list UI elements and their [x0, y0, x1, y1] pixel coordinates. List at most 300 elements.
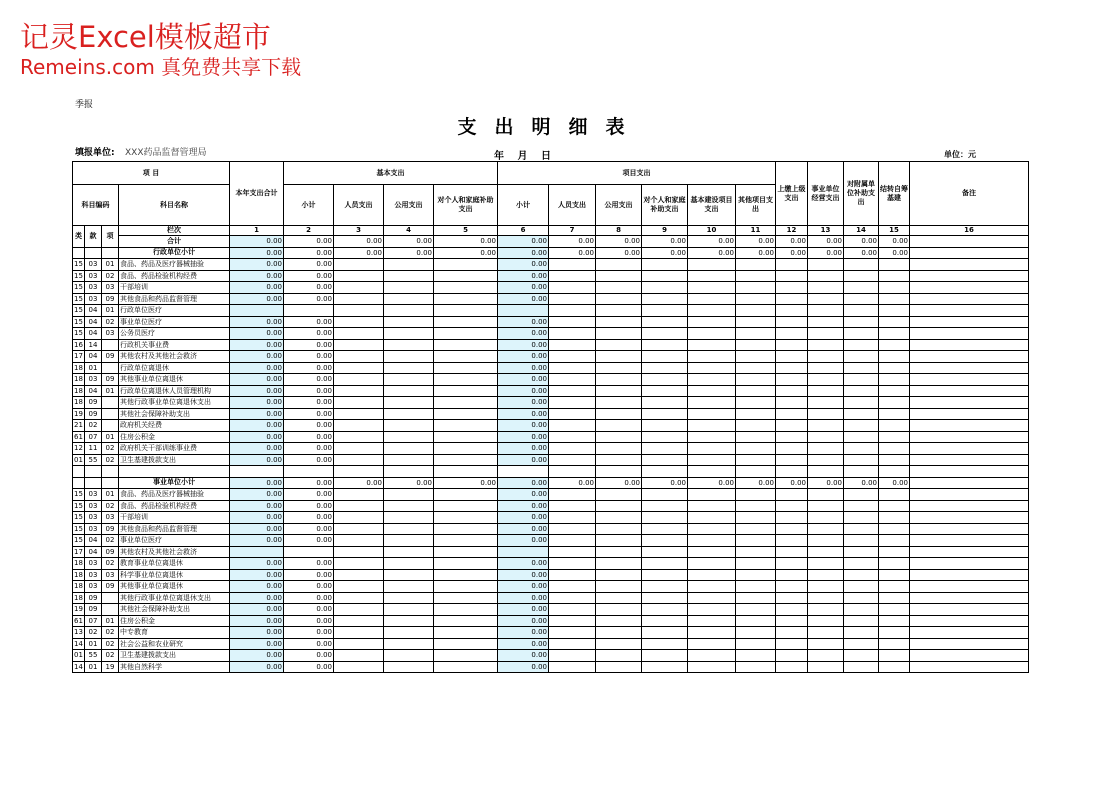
- row-value: [844, 443, 879, 455]
- header-sub: 其他项目支出: [736, 185, 776, 226]
- row-value: [736, 638, 776, 650]
- row-value: [596, 259, 642, 271]
- row-value: 0.00: [284, 374, 334, 386]
- row-subject-name: 其他事业单位离退休: [119, 581, 230, 593]
- row-value: [808, 581, 844, 593]
- row-value: [334, 270, 384, 282]
- row-value: 0.00: [498, 431, 549, 443]
- row-value: [808, 443, 844, 455]
- row-value: [384, 339, 434, 351]
- row-value: 0.00: [498, 523, 549, 535]
- row-value: [688, 397, 736, 409]
- row-value: 0.00: [230, 339, 284, 351]
- row-value: [844, 569, 879, 581]
- row-remark: [910, 408, 1029, 420]
- row-lei: 14: [74, 662, 83, 671]
- header-sub: 对个人和家庭补助支出: [642, 185, 688, 226]
- row-value: 0.00: [230, 627, 284, 639]
- row-lei: 13: [74, 628, 83, 637]
- table-row: [73, 397, 1029, 409]
- row-value: [688, 282, 736, 294]
- row-value: 0.00: [230, 443, 284, 455]
- row-value: [808, 569, 844, 581]
- row-value: [844, 615, 879, 627]
- row-value: [434, 546, 498, 558]
- subtotal-value: 0.00: [736, 477, 776, 489]
- row-value: [596, 650, 642, 662]
- row-value: [688, 638, 736, 650]
- row-xiang: 02: [102, 650, 119, 662]
- row-subject-name: 食品、药品及医疗器械抽验: [119, 259, 230, 271]
- row-value: [688, 592, 736, 604]
- row-value: [776, 259, 808, 271]
- row-value: [776, 592, 808, 604]
- row-value: [776, 420, 808, 432]
- row-value: [808, 627, 844, 639]
- header-sub: 小计: [284, 185, 334, 226]
- row-value: [736, 546, 776, 558]
- row-kuan: 04: [85, 535, 102, 547]
- row-kuan: 09: [85, 592, 102, 604]
- row-value: [596, 535, 642, 547]
- row-value: [776, 362, 808, 374]
- header-xiangmu: 项 目: [73, 162, 230, 185]
- row-value: [596, 339, 642, 351]
- row-value: [776, 615, 808, 627]
- row-value: 0.00: [284, 592, 334, 604]
- row-kuan: 09: [85, 604, 102, 616]
- subtotal-value: 0.00: [736, 247, 776, 259]
- row-value: [549, 259, 596, 271]
- row-value: [434, 535, 498, 547]
- row-value: 0.00: [498, 604, 549, 616]
- row-value: [384, 500, 434, 512]
- row-subject-name: 其他农村及其他社会救济: [119, 351, 230, 363]
- row-value: [334, 339, 384, 351]
- row-value: [596, 615, 642, 627]
- row-value: [384, 558, 434, 570]
- table-row: [73, 454, 1029, 466]
- row-value: [736, 259, 776, 271]
- row-value: 0.00: [284, 512, 334, 524]
- row-value: 0.00: [498, 293, 549, 305]
- row-value: [736, 569, 776, 581]
- row-value: [736, 661, 776, 673]
- row-value: [736, 500, 776, 512]
- row-value: [384, 385, 434, 397]
- subtotal-value: 0.00: [844, 477, 879, 489]
- row-remark: [910, 270, 1029, 282]
- row-value: [434, 489, 498, 501]
- row-subject-name: 科学事业单位离退休: [119, 569, 230, 581]
- row-value: [642, 627, 688, 639]
- row-value: [776, 431, 808, 443]
- row-value: [776, 650, 808, 662]
- spacer-cell: [776, 466, 808, 478]
- row-value: [736, 385, 776, 397]
- row-value: 0.00: [230, 523, 284, 535]
- row-value: [434, 604, 498, 616]
- col-number: 15: [879, 226, 910, 236]
- row-value: 0.00: [498, 489, 549, 501]
- row-kuan: 07: [85, 615, 102, 627]
- row-value: [549, 615, 596, 627]
- row-xiang: 02: [102, 500, 119, 512]
- subtotal-value: 0.00: [334, 247, 384, 259]
- spacer-cell: [549, 466, 596, 478]
- row-value: [549, 638, 596, 650]
- row-value: [688, 604, 736, 616]
- row-value: [596, 523, 642, 535]
- row-value: [642, 638, 688, 650]
- row-kuan: 55: [85, 650, 102, 662]
- row-lei: 18: [74, 386, 83, 395]
- row-kuan: 09: [85, 408, 102, 420]
- table-row: [73, 282, 1029, 294]
- row-value: [879, 374, 910, 386]
- row-value: [549, 374, 596, 386]
- row-value: [844, 339, 879, 351]
- row-value: [844, 558, 879, 570]
- row-value: [642, 328, 688, 340]
- row-subject-name: 食品、药品检验机构经费: [119, 500, 230, 512]
- row-value: [844, 546, 879, 558]
- row-remark: [910, 351, 1029, 363]
- header-sub: 对个人和家庭补助支出: [434, 185, 498, 226]
- row-value: 0.00: [284, 443, 334, 455]
- row-value: [688, 431, 736, 443]
- row-lei: 18: [74, 398, 83, 407]
- row-value: [879, 489, 910, 501]
- row-value: [334, 489, 384, 501]
- row-value: [596, 581, 642, 593]
- row-value: [334, 374, 384, 386]
- row-value: [879, 454, 910, 466]
- row-value: [384, 535, 434, 547]
- row-subject-name: 教育事业单位离退休: [119, 558, 230, 570]
- row-xiang: 02: [102, 558, 119, 570]
- row-remark: [910, 420, 1029, 432]
- row-value: 0.00: [498, 316, 549, 328]
- subtotal-value: 0.00: [642, 247, 688, 259]
- row-subject-name: 其他社会保障补助支出: [119, 408, 230, 420]
- row-value: 0.00: [284, 431, 334, 443]
- total-label: 合计: [119, 236, 230, 248]
- row-value: [434, 316, 498, 328]
- row-value: [334, 500, 384, 512]
- row-value: [688, 316, 736, 328]
- row-value: [879, 535, 910, 547]
- row-value: [844, 397, 879, 409]
- row-value: [736, 627, 776, 639]
- row-subject-name: 食品、药品及医疗器械抽验: [119, 489, 230, 501]
- row-value: [879, 420, 910, 432]
- row-remark: [910, 615, 1029, 627]
- row-value: [776, 328, 808, 340]
- row-value: [434, 374, 498, 386]
- table-row: [73, 592, 1029, 604]
- row-value: [334, 282, 384, 294]
- row-value: [334, 397, 384, 409]
- row-value: 0.00: [230, 638, 284, 650]
- row-value: 0.00: [284, 339, 334, 351]
- row-value: [736, 408, 776, 420]
- row-remark: [910, 374, 1029, 386]
- total-value: 0.00: [384, 236, 434, 248]
- row-value: [642, 305, 688, 317]
- row-remark: [910, 592, 1029, 604]
- row-value: [879, 512, 910, 524]
- row-remark: [910, 650, 1029, 662]
- row-value: [776, 500, 808, 512]
- row-value: [549, 420, 596, 432]
- row-value: [334, 259, 384, 271]
- row-value: [642, 397, 688, 409]
- row-kuan: 04: [85, 316, 102, 328]
- row-value: [736, 351, 776, 363]
- row-value: [808, 282, 844, 294]
- table-row: [73, 328, 1029, 340]
- row-value: [596, 431, 642, 443]
- row-xiang: 03: [102, 328, 119, 340]
- row-remark: [910, 397, 1029, 409]
- row-value: 0.00: [230, 604, 284, 616]
- row-value: [808, 397, 844, 409]
- total-value: 0.00: [230, 236, 284, 248]
- row-value: [844, 489, 879, 501]
- row-value: [736, 420, 776, 432]
- row-value: [879, 581, 910, 593]
- row-value: [334, 523, 384, 535]
- row-subject-name: 事业单位医疗: [119, 535, 230, 547]
- row-value: [596, 500, 642, 512]
- row-value: [334, 328, 384, 340]
- row-value: 0.00: [284, 604, 334, 616]
- row-value: [688, 339, 736, 351]
- row-value: 0.00: [230, 270, 284, 282]
- row-value: [808, 615, 844, 627]
- row-value: [844, 282, 879, 294]
- row-remark: [910, 431, 1029, 443]
- row-value: 0.00: [230, 431, 284, 443]
- row-xiang: 01: [102, 489, 119, 501]
- row-kuan: 04: [85, 385, 102, 397]
- row-value: [642, 408, 688, 420]
- header-sub: 上缴上级支出: [776, 162, 808, 226]
- row-value: [549, 385, 596, 397]
- row-xiang: [102, 397, 119, 409]
- total-value: 0.00: [736, 236, 776, 248]
- spacer-cell: [688, 466, 736, 478]
- row-value: [549, 293, 596, 305]
- row-value: [844, 592, 879, 604]
- row-lei: 15: [74, 490, 83, 499]
- row-value: [384, 408, 434, 420]
- row-value: 0.00: [284, 420, 334, 432]
- row-value: [642, 512, 688, 524]
- row-value: [879, 650, 910, 662]
- row-value: [596, 293, 642, 305]
- row-value: [808, 454, 844, 466]
- row-value: [808, 592, 844, 604]
- row-value: [736, 282, 776, 294]
- header-project: 项目支出: [498, 162, 776, 185]
- row-value: 0.00: [284, 581, 334, 593]
- row-subject-name: 社会公益和农业研究: [119, 638, 230, 650]
- row-value: [808, 293, 844, 305]
- row-value: [844, 420, 879, 432]
- row-remark: [910, 546, 1029, 558]
- row-value: 0.00: [284, 328, 334, 340]
- row-value: [642, 339, 688, 351]
- table-row: [73, 408, 1029, 420]
- subtotal-value: 0.00: [549, 247, 596, 259]
- row-value: [434, 282, 498, 294]
- header-sub: 公用支出: [384, 185, 434, 226]
- row-value: [549, 592, 596, 604]
- row-value: [498, 305, 549, 317]
- row-value: [384, 569, 434, 581]
- row-value: [334, 408, 384, 420]
- row-value: [808, 420, 844, 432]
- row-value: [596, 305, 642, 317]
- row-kuan: 01: [85, 661, 102, 673]
- row-xiang: 09: [102, 293, 119, 305]
- row-value: [879, 259, 910, 271]
- row-value: [808, 351, 844, 363]
- row-lei: 15: [74, 317, 83, 326]
- row-value: [688, 362, 736, 374]
- row-value: 0.00: [498, 408, 549, 420]
- row-value: [844, 316, 879, 328]
- row-value: [549, 558, 596, 570]
- subtotal-value: 0.00: [434, 247, 498, 259]
- section-subtotal-row: [73, 477, 1029, 489]
- row-value: [808, 270, 844, 282]
- row-value: [642, 316, 688, 328]
- row-xiang: [102, 339, 119, 351]
- row-value: [776, 661, 808, 673]
- row-xiang: [102, 592, 119, 604]
- row-xiang: 01: [102, 259, 119, 271]
- row-remark: [910, 638, 1029, 650]
- row-value: [642, 374, 688, 386]
- table-row: [73, 385, 1029, 397]
- total-value: 0.00: [879, 236, 910, 248]
- currency-unit: 单位：元: [944, 150, 976, 159]
- row-remark: [910, 558, 1029, 570]
- row-subject-name: 中专教育: [119, 627, 230, 639]
- row-value: [596, 569, 642, 581]
- row-value: [549, 454, 596, 466]
- total-value: 0.00: [688, 236, 736, 248]
- row-value: [384, 328, 434, 340]
- table-row: [73, 420, 1029, 432]
- spacer-cell: [119, 466, 230, 478]
- row-value: [776, 351, 808, 363]
- row-xiang: [102, 362, 119, 374]
- row-value: [549, 282, 596, 294]
- row-kuan: 03: [85, 523, 102, 535]
- row-kuan: 02: [85, 420, 102, 432]
- row-value: [434, 431, 498, 443]
- row-subject-name: 其他事业单位离退休: [119, 374, 230, 386]
- subtotal-value: 0.00: [808, 247, 844, 259]
- row-value: [688, 569, 736, 581]
- table-row: [73, 512, 1029, 524]
- table-row: [73, 627, 1029, 639]
- row-value: [688, 328, 736, 340]
- row-value: [776, 374, 808, 386]
- row-value: [776, 385, 808, 397]
- row-xiang: 01: [102, 431, 119, 443]
- row-subject-name: 卫生基建拨款支出: [119, 454, 230, 466]
- row-kuan: 03: [85, 558, 102, 570]
- row-value: [384, 397, 434, 409]
- row-value: [844, 454, 879, 466]
- row-value: [736, 454, 776, 466]
- row-value: [498, 546, 549, 558]
- row-value: [596, 512, 642, 524]
- row-value: [776, 558, 808, 570]
- row-value: [879, 305, 910, 317]
- row-value: 0.00: [284, 615, 334, 627]
- subtotal-remark: [910, 477, 1029, 489]
- row-subject-name: 其他行政事业单位离退休支出: [119, 592, 230, 604]
- row-value: [776, 546, 808, 558]
- row-value: [642, 489, 688, 501]
- row-value: 0.00: [284, 270, 334, 282]
- row-value: [776, 443, 808, 455]
- row-value: [844, 512, 879, 524]
- row-value: [549, 661, 596, 673]
- row-value: 0.00: [498, 339, 549, 351]
- row-subject-name: 行政单位离退休: [119, 362, 230, 374]
- row-xiang: 02: [102, 627, 119, 639]
- row-value: [688, 500, 736, 512]
- row-subject-name: 其他食品和药品监督管理: [119, 523, 230, 535]
- row-value: [808, 650, 844, 662]
- header-sub: 人员支出: [549, 185, 596, 226]
- row-value: [549, 443, 596, 455]
- row-value: [642, 661, 688, 673]
- col-number: 6: [498, 226, 549, 236]
- row-xiang: 02: [102, 535, 119, 547]
- row-lei: 18: [74, 559, 83, 568]
- spacer-cell: [284, 466, 334, 478]
- table-row: [73, 650, 1029, 662]
- header-sub: 人员支出: [334, 185, 384, 226]
- table-row: [73, 351, 1029, 363]
- row-lei: 18: [74, 363, 83, 372]
- watermark-subtitle: Remeins.com 真免费共享下载: [20, 55, 302, 79]
- row-value: [642, 604, 688, 616]
- row-value: [642, 581, 688, 593]
- row-value: [334, 293, 384, 305]
- row-value: [334, 569, 384, 581]
- row-value: [688, 558, 736, 570]
- row-value: 0.00: [284, 535, 334, 547]
- row-value: 0.00: [498, 385, 549, 397]
- row-xiang: 02: [102, 316, 119, 328]
- row-value: [808, 638, 844, 650]
- row-value: [596, 362, 642, 374]
- row-value: [879, 500, 910, 512]
- row-value: 0.00: [498, 627, 549, 639]
- header-sub: 公用支出: [596, 185, 642, 226]
- row-remark: [910, 259, 1029, 271]
- row-value: 0.00: [498, 397, 549, 409]
